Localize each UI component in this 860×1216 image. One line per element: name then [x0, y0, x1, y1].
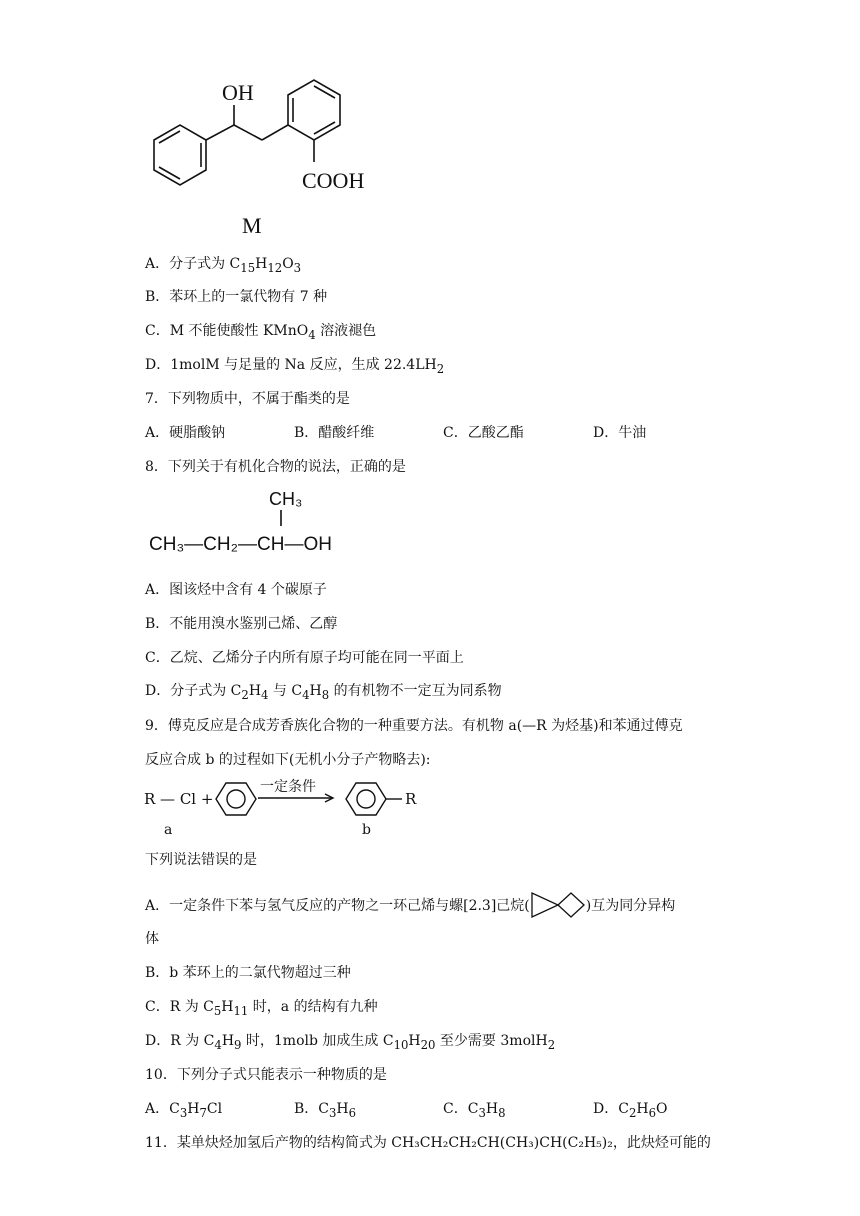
q9-option-a-cont: 体	[145, 931, 159, 947]
q10-option-c[interactable]: C．$C_3H_8$	[443, 1101, 506, 1120]
label-b: b	[362, 822, 371, 838]
q6-option-c[interactable]: C．M 不能使酸性 KMnO$_4$ 溶液褪色	[145, 323, 377, 342]
q8-stem: 8．下列关于有机化合物的说法，正确的是	[145, 459, 406, 475]
structure-m-diagram	[140, 70, 400, 245]
q7-option-c[interactable]: C．乙酸乙酯	[443, 425, 524, 441]
q9-option-b[interactable]: B．b 苯环上的二氯代物超过三种	[145, 965, 351, 981]
q8-option-b[interactable]: B．不能用溴水鉴别己烯、乙醇	[145, 616, 338, 632]
q8-formula-main: CH₃—CH₂—CH—OH	[149, 534, 332, 555]
q10-stem: 10．下列分子式只能表示一种物质的是	[145, 1067, 387, 1083]
m-cooh-label: COOH	[302, 168, 365, 193]
q10-option-d[interactable]: D．$C_2H_6O$	[593, 1101, 668, 1120]
reaction-right-r: R	[405, 790, 417, 808]
q9-stem-line1: 9．傅克反应是合成芳香族化合物的一种重要方法。有机物 a(—R 为烃基)和苯通过傅克	[145, 718, 683, 734]
q10-option-b[interactable]: B．$C_3H_6$	[294, 1101, 357, 1120]
q6-option-b[interactable]: B．苯环上的一氯代物有 7 种	[145, 289, 328, 305]
q8-formula-top: CH₃	[269, 489, 303, 509]
q9-option-c[interactable]: C．R 为 $C_5H_{11}$ 时，a 的结构有九种	[145, 999, 378, 1018]
m-oh-label: OH	[222, 80, 254, 105]
q7-option-d[interactable]: D．牛油	[593, 425, 647, 441]
spiro-hexane-icon	[530, 890, 586, 920]
q8-option-c[interactable]: C．乙烷、乙烯分子内所有原子均可能在同一平面上	[145, 650, 464, 666]
q8-structural-formula	[145, 486, 365, 558]
benzene-ring-icon	[216, 783, 256, 815]
q9-reaction-scheme	[140, 772, 440, 840]
q9-prompt: 下列说法错误的是	[145, 852, 257, 868]
benzene-ring-icon	[346, 783, 402, 815]
q10-option-a[interactable]: A．$C_3H_7Cl$	[145, 1101, 223, 1120]
q7-stem: 7．下列物质中，不属于酯类的是	[145, 391, 350, 407]
q11-stem: 11．某单炔烃加氢后产物的结构简式为 CH₃CH₂CH₂CH(CH₃)CH(C₂H₅)₂，此炔烃可能的	[145, 1135, 711, 1151]
reaction-left-text: R — Cl +	[144, 790, 214, 808]
q9-stem-line2: 反应合成 b 的过程如下(无机小分子产物略去):	[145, 752, 431, 768]
q9-option-a[interactable]: A．一定条件下苯与氢气反应的产物之一环己烯与螺[2.3]己烷( )互为同分异构	[145, 890, 675, 920]
q8-option-a[interactable]: A．图该烃中含有 4 个碳原子	[145, 582, 327, 598]
q7-option-a[interactable]: A．硬脂酸钠	[145, 425, 226, 441]
q6-option-d[interactable]: D．1molM 与足量的 Na 反应，生成 $22.4LH_2$	[145, 357, 445, 376]
q7-option-b[interactable]: B．醋酸纤维	[294, 425, 375, 441]
m-name-label: M	[242, 213, 262, 238]
q9-option-d[interactable]: D．R 为 $C_4H_9$ 时，1molb 加成生成 $C_{10}H_{20}$ 至少需要 3molH$_2$	[145, 1033, 556, 1052]
label-a: a	[164, 822, 173, 838]
q8-option-d[interactable]: D．分子式为 $C_2H_4$ 与 $C_4H_8$ 的有机物不一定互为同系物	[145, 683, 502, 702]
reaction-condition-text: 一定条件	[260, 779, 316, 795]
q6-option-a[interactable]: A．分子式为 $C_{15}H_{12}O_3$	[145, 256, 302, 275]
